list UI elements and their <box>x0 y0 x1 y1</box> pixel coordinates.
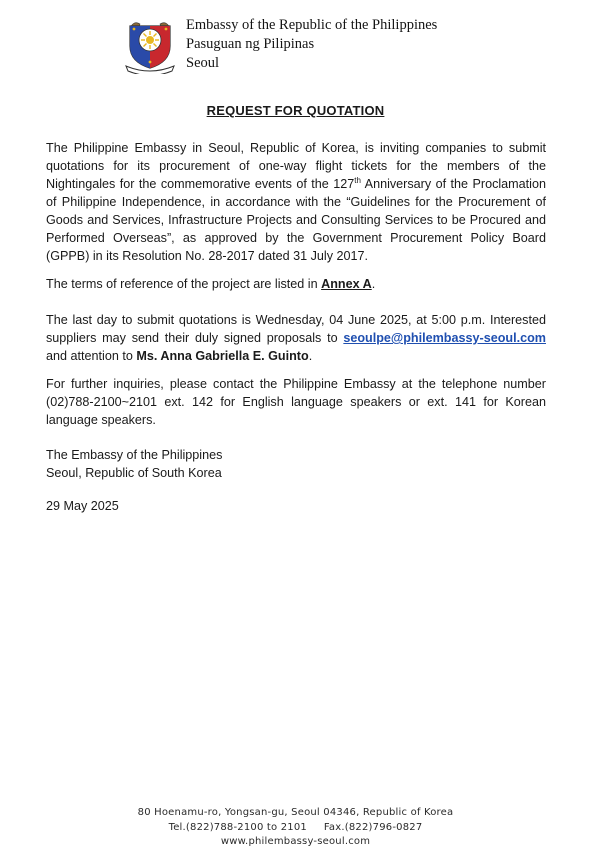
intro-paragraph <box>46 139 546 265</box>
embassy-name-english: Embassy of the Republic of the Philippines <box>186 17 438 33</box>
footer-address: 80 Hoenamu-ro, Yongsan-gu, Seoul 04346, Republic of Korea <box>137 807 454 818</box>
embassy-city: Seoul <box>186 55 220 71</box>
signoff-block <box>46 446 546 482</box>
deadline-end: . <box>308 349 313 363</box>
deadline-text: The last day to submit quotations is Wednesday, 04 June 2025, at 5:00 p.m. Interested suppliers may send their duly signed proposals to <box>46 313 546 345</box>
annex-reference: Annex A <box>321 277 372 291</box>
intro-text-end: Anniversary of the Proclamation of Philippine Independence, in accordance with the “Guidelines for the Procurement of Goods and Services, Infrastructure Projects and Consulting Services to be Procured and Performed Overseas”, as approved by the Government Procurement Policy Board (GPPB) in its Resolution No. 28-2017 dated 31 July 2017. <box>46 177 546 263</box>
footer-website: www.philembassy-seoul.com <box>220 836 371 847</box>
philippine-coat-of-arms-icon <box>122 16 178 74</box>
ordinal-suffix: th <box>354 175 361 185</box>
document-title: REQUEST FOR QUOTATION <box>206 103 385 118</box>
document-date: 29 May 2025 <box>46 499 119 513</box>
signoff-line-2: Seoul, Republic of South Korea <box>46 466 222 480</box>
deadline-paragraph <box>46 311 546 365</box>
footer-phone-fax: Tel.(822)788-2100 to 2101 Fax.(822)796-0827 <box>168 821 423 833</box>
inquiries-paragraph: For further inquiries, please contact the Philippine Embassy at the telephone number (02)788-2100~2101 ext. 142 for English language speakers or ext. 141 for Korean language speakers. <box>46 377 546 427</box>
footer <box>0 806 591 850</box>
email-link[interactable]: seoulpe@philembassy-seoul.com <box>343 331 546 345</box>
terms-text: The terms of reference of the project are listed in <box>46 277 322 291</box>
embassy-name-filipino: Pasuguan ng Pilipinas <box>186 36 315 52</box>
intro-text-start: The Philippine Embassy in Seoul, Republic of Korea, is inviting companies to submit quotations for its procurement of one-way flight tickets for the members of the Nightingales for the commemorative events of the 127 <box>46 141 546 191</box>
deadline-mid: and attention to <box>46 349 137 363</box>
contact-name: Ms. Anna Gabriella E. Guinto <box>136 349 309 363</box>
terms-paragraph <box>46 275 546 293</box>
signoff-line-1: The Embassy of the Philippines <box>46 448 223 462</box>
letterhead <box>122 14 542 78</box>
terms-end: . <box>371 277 376 291</box>
